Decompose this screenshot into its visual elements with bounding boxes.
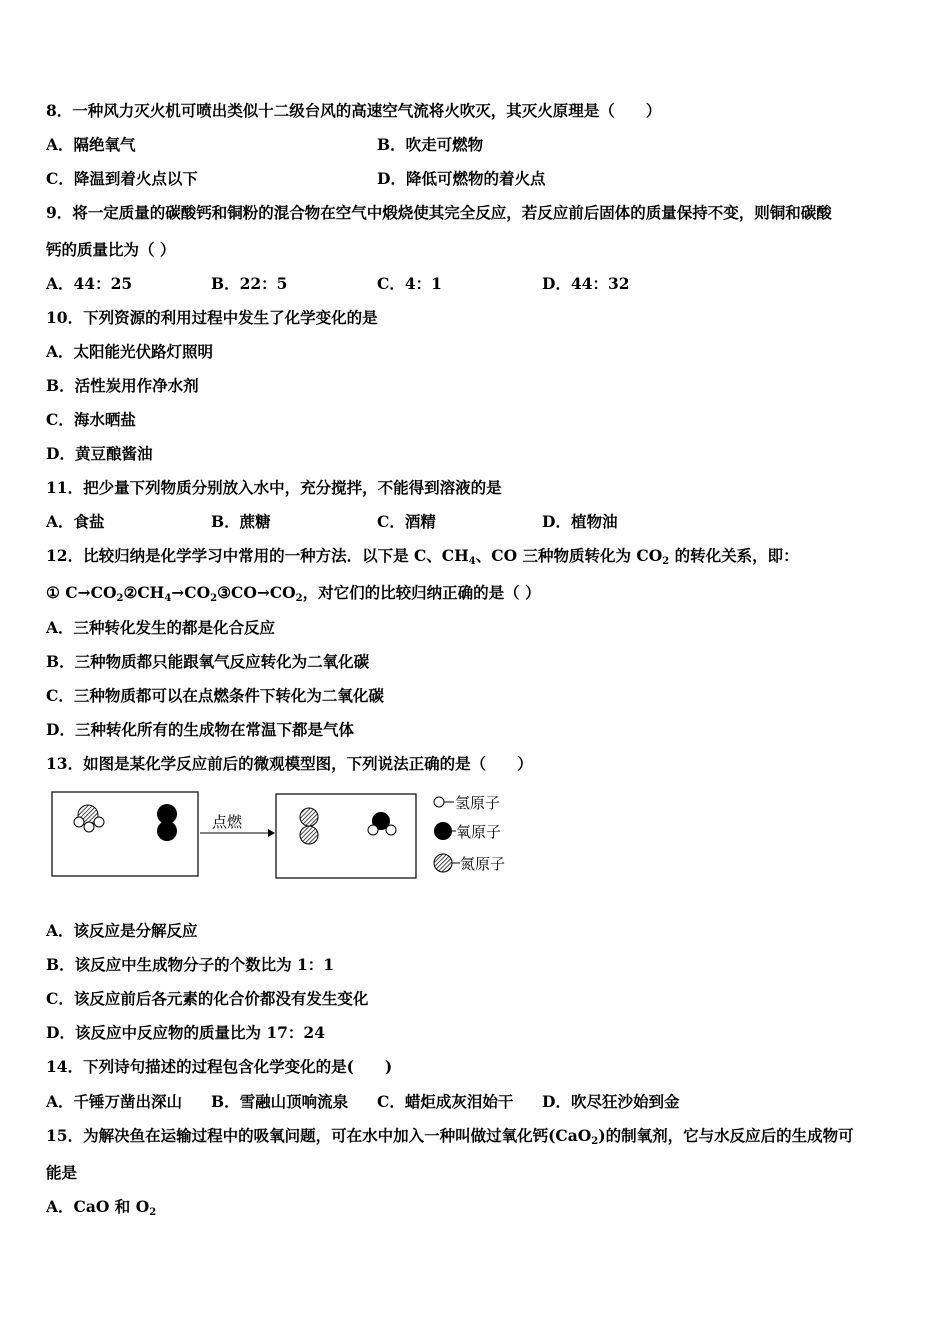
q11-option-b: B．蔗糖 (211, 512, 271, 531)
q9-option-c: C．4：1 (377, 274, 442, 293)
arrow-label: 点燃 (212, 813, 243, 831)
q8-option-b: B．吹走可燃物 (377, 135, 484, 154)
q13-option-d: D．该反应中反应物的质量比为 17：24 (46, 1023, 325, 1042)
oxygen-molecule (157, 804, 177, 841)
q10-option-c: C．海水晒盐 (46, 410, 136, 429)
q10-option-d: D．黄豆酿酱油 (46, 444, 153, 463)
q10-option-b: B．活性炭用作净水剂 (46, 376, 199, 395)
q12-stem-line1: 12．比较归纳是化学学习中常用的一种方法．以下是 C、$CH_4$、CO 三种物质转化为 $CO_2$ 的转化关系，即： (46, 546, 799, 567)
q14-stem: 14．下列诗句描述的过程包含化学变化的是( ) (46, 1057, 393, 1076)
nitrogen-molecule (300, 808, 318, 844)
q14-option-b: B．雪融山顶响流泉 (211, 1092, 349, 1111)
products-box (276, 794, 416, 878)
q10-stem: 10．下列资源的利用过程中发生了化学变化的是 (46, 308, 378, 327)
legend-hydrogen-label: 氢原子 (455, 794, 501, 812)
arrow-head (268, 829, 275, 837)
q11-option-d: D．植物油 (542, 512, 618, 531)
q12-option-a: A．三种转化发生的都是化合反应 (46, 618, 276, 637)
q8-option-c: C．降温到着火点以下 (46, 169, 198, 188)
q9-option-a: A．44：25 (46, 274, 133, 293)
legend-nitrogen (434, 854, 505, 873)
q12-option-d: D．三种转化所有的生成物在常温下都是气体 (46, 720, 354, 739)
q8-option-a: A．隔绝氧气 (46, 135, 136, 154)
q14-option-a: A．千锤万凿出深山 (46, 1092, 183, 1111)
legend-nitrogen-label: 氮原子 (460, 855, 506, 873)
q14-option-c: C．蜡炬成灰泪始干 (377, 1092, 514, 1111)
q9-option-b: B．22：5 (211, 274, 288, 293)
q11-option-c: C．酒精 (377, 512, 436, 531)
q11-option-a: A．食盐 (46, 512, 105, 531)
q9-stem-line1: 9．将一定质量的碳酸钙和铜粉的混合物在空气中煅烧使其完全反应，若反应前后固体的质量保持不变，则铜和碳酸 (46, 203, 832, 222)
q8-stem: 8．一种风力灭火机可喷出类似十二级台风的高速空气流将火吹灭，其灭火原理是（ ） (46, 101, 662, 120)
ammonia-molecule (74, 805, 104, 832)
q11-stem: 11．把少量下列物质分别放入水中，充分搅拌，不能得到溶液的是 (46, 478, 502, 497)
q8-option-d: D．降低可燃物的着火点 (377, 169, 546, 188)
q15-stem-line1: 15．为解决鱼在运输过程中的吸氧问题，可在水中加入一种叫做过氧化钙(CaO$_2$)的制氧剂，它与水反应后的生成物可 (46, 1126, 854, 1147)
q12-stem-line2: ① $C\to CO_2②CH_4\to CO_2③CO\to CO_2$，对它们的比较归纳正确的是（ ） (46, 583, 541, 604)
q13-option-b: B．该反应中生成物分子的个数比为 1：1 (46, 955, 335, 974)
q9-stem-line2: 钙的质量比为（ ） (46, 240, 176, 259)
q15-stem-line2: 能是 (46, 1163, 78, 1182)
q12-option-c: C．三种物质都可以在点燃条件下转化为二氧化碳 (46, 686, 384, 705)
water-molecule (368, 812, 396, 835)
q9-option-d: D．44：32 (542, 274, 630, 293)
q15-option-a: A．CaO 和 $O_2$ (46, 1197, 157, 1218)
reaction-diagram (50, 788, 530, 883)
q13-stem: 13．如图是某化学反应前后的微观模型图，下列说法正确的是（ ） (46, 754, 533, 773)
legend-oxygen-label: 氧原子 (456, 823, 502, 841)
legend-hydrogen (434, 794, 500, 812)
legend-oxygen (434, 822, 501, 841)
q13-option-a: A．该反应是分解反应 (46, 921, 198, 940)
q12-option-b: B．三种物质都只能跟氧气反应转化为二氧化碳 (46, 652, 370, 671)
q14-option-d: D．吹尽狂沙始到金 (542, 1092, 680, 1111)
q10-option-a: A．太阳能光伏路灯照明 (46, 342, 214, 361)
q13-option-c: C．该反应前后各元素的化合价都没有发生变化 (46, 989, 369, 1008)
